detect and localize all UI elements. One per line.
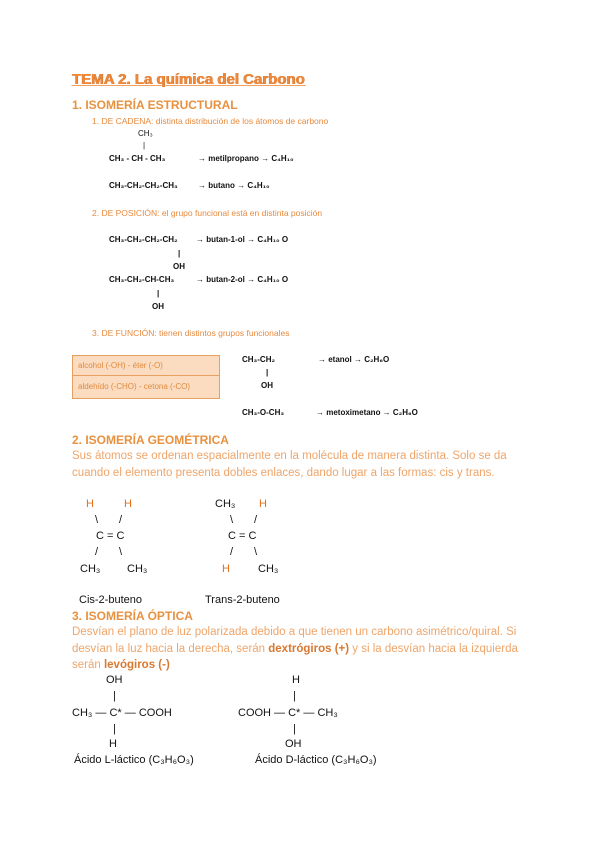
subsection-funcion: 3. DE FUNCIÓN: tienen distintos grupos funcionales (92, 328, 290, 338)
name-metilpropano: → metilpropano → C₄H₁₀ (198, 154, 294, 163)
table-row-alcohol-eter: alcohol (-OH) - éter (-O) (73, 356, 219, 376)
dextrogiros-term: dextrógiros (+) (268, 642, 350, 655)
cis-bottom-right-ch3: CH₃ (127, 563, 148, 575)
etanol-oh-bond: | (266, 368, 269, 377)
cis-bottom-left-ch3: CH₃ (80, 563, 101, 575)
l-lactic-bottom-h: H (109, 738, 117, 750)
functional-groups-table (72, 355, 220, 399)
trans-bottom-left-h: H (222, 563, 230, 575)
page-title: TEMA 2. La química del Carbono (72, 71, 305, 88)
formula-etanol: CH₃-CH₂ (242, 355, 276, 364)
name-etanol: → etanol → C₂H₆O (318, 355, 390, 364)
d-lactic-label: Ácido D-láctico (C₃H₆O₃) (255, 754, 377, 766)
trans-label: Trans-2-buteno (205, 594, 280, 606)
cis-bond-upper-left: \ (95, 514, 99, 526)
optica-paragraph (72, 624, 532, 674)
d-lactic-bottom-oh: OH (285, 738, 302, 750)
cis-double-bond: C = C (96, 530, 125, 542)
trans-bond-upper-right: / (254, 514, 258, 526)
oh-group-2: OH (152, 302, 164, 311)
l-lactic-label: Ácido L-láctico (C₃H₆O₃) (74, 754, 194, 766)
trans-bond-lower-left: / (230, 546, 234, 558)
optica-text-2: y si la desvían hacia la izquierda serán (72, 642, 518, 671)
section-heading-optica: 3. ISOMERÍA ÓPTICA (72, 609, 193, 623)
name-butan-1-ol: → butan-1-ol → C₄H₁₀ O (196, 235, 289, 244)
formula-metilpropano: CH₃ - CH - CH₃ (109, 154, 166, 163)
trans-double-bond: C = C (228, 530, 257, 542)
l-lactic-bond-bottom: | (113, 723, 116, 735)
d-lactic-bond-top: | (293, 690, 296, 702)
etanol-oh: OH (261, 381, 273, 390)
d-lactic-chain: COOH — C* — CH₃ (238, 707, 338, 719)
oh-bond-1: | (178, 249, 181, 258)
formula-butano: CH₃-CH₂-CH₂-CH₃ (109, 181, 178, 190)
trans-bond-upper-left: \ (230, 514, 234, 526)
d-lactic-bond-bottom: | (293, 723, 296, 735)
branch-ch3: CH₃ (138, 129, 153, 138)
cis-top-left-h: H (86, 498, 94, 510)
trans-bottom-right-ch3: CH₃ (258, 563, 279, 575)
oh-group-1: OH (173, 262, 185, 271)
formula-metoximetano: CH₃-O-CH₃ (242, 408, 285, 417)
trans-top-left-ch3: CH₃ (215, 498, 236, 510)
trans-top-right-h: H (259, 498, 267, 510)
trans-bond-lower-right: \ (254, 546, 258, 558)
l-lactic-bond-top: | (113, 690, 116, 702)
branch-bond: | (143, 141, 146, 150)
levogiros-term: levógiros (-) (103, 659, 170, 671)
optica-text-1: Desvían el plano de luz polarizada debido a que tienen un carbono asimétrico/quiral. Si desvían la luz hacia la derecha, serán (72, 626, 517, 655)
geometrica-paragraph: Sus átomos se ordenan espacialmente en la molécula de manera distinta. Solo se da cuando el elemento presenta dobles enlaces, dando lugar a las formas: cis y trans. (72, 450, 507, 479)
subsection-cadena: 1. DE CADENA: distinta distribución de los átomos de carbono (92, 116, 329, 126)
section-heading-estructural: 1. ISOMERÍA ESTRUCTURAL (72, 98, 238, 112)
oh-bond-2: | (157, 289, 160, 298)
l-lactic-top-oh: OH (106, 674, 123, 686)
cis-bond-lower-right: \ (119, 546, 123, 558)
cis-bond-lower-left: / (95, 546, 99, 558)
formula-butan-2-ol: CH₃-CH₂-CH-CH₃ (109, 275, 175, 284)
formula-butan-1-ol: CH₃-CH₂-CH₂-CH₂ (109, 235, 178, 244)
subsection-posicion: 2. DE POSICIÓN: el grupo funcional está en distinta posición (92, 208, 323, 218)
name-metoximetano: → metoximetano → C₂H₆O (316, 408, 418, 417)
table-row-aldehido-cetona: aldehído (-CHO) - cetona (-CO) (78, 382, 191, 391)
name-butan-2-ol: → butan-2-ol → C₄H₁₀ O (196, 275, 289, 284)
d-lactic-top-h: H (292, 674, 300, 686)
name-butano: → butano → C₄H₁₀ (198, 181, 270, 190)
l-lactic-chain: CH₃ — C* — COOH (72, 707, 172, 719)
section-heading-geometrica: 2. ISOMERÍA GEOMÉTRICA (72, 433, 229, 447)
cis-label: Cis-2-buteno (79, 594, 142, 606)
cis-top-right-h: H (124, 498, 132, 510)
cis-bond-upper-right: / (119, 514, 123, 526)
